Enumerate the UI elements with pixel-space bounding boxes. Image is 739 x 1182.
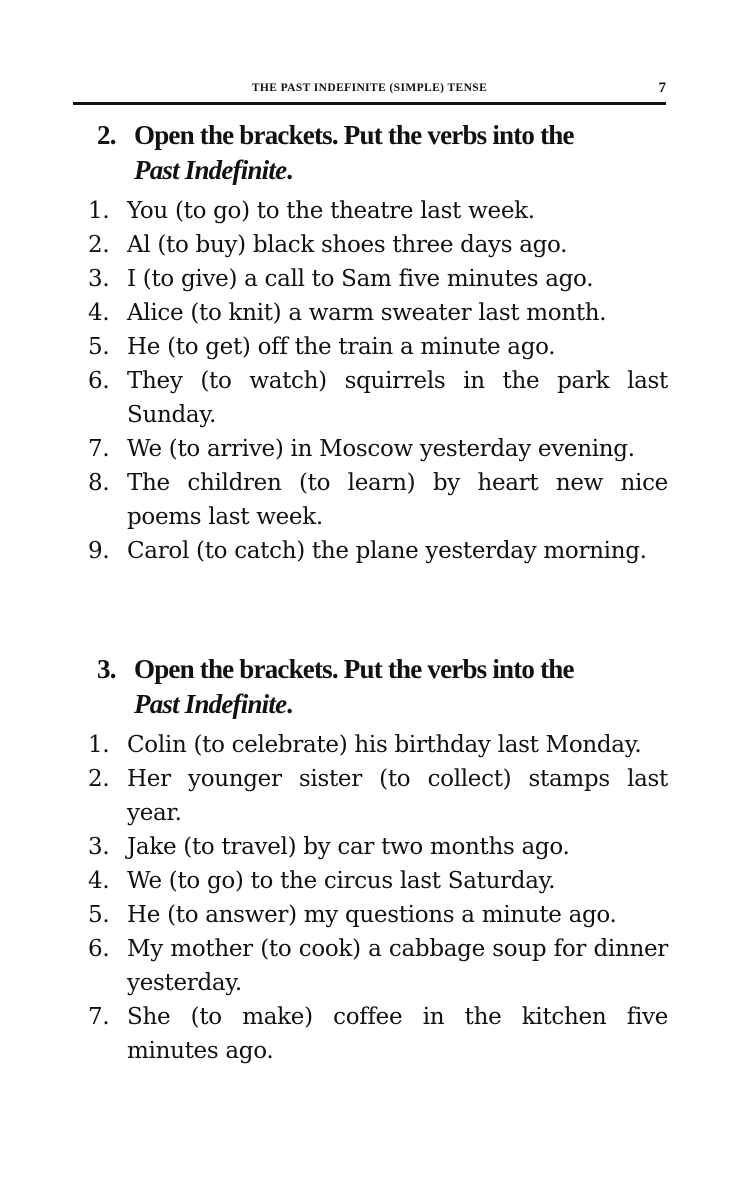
item-text: Carol (to catch) the plane yesterday morning.	[127, 538, 647, 564]
item-number: 8.	[88, 470, 110, 496]
exercise-item	[88, 864, 668, 898]
instruction-end: .	[286, 155, 293, 185]
item-number: 5.	[88, 902, 110, 928]
item-number: 3.	[88, 266, 110, 292]
exercise-item	[88, 364, 668, 432]
item-text: You (to go) to the theatre last week.	[127, 198, 535, 224]
exercise-item	[88, 432, 668, 466]
exercise-items	[88, 728, 668, 1068]
tense-name: Past Indefinite	[134, 155, 287, 185]
item-number: 1.	[88, 732, 110, 758]
item-number: 9.	[88, 538, 110, 564]
item-number: 6.	[88, 368, 110, 394]
exercise-item	[88, 262, 668, 296]
tense-name: Past Indefinite	[134, 689, 287, 719]
exercise-heading	[88, 652, 668, 722]
exercise-item	[88, 330, 668, 364]
running-title: THE PAST INDEFINITE (SIMPLE) TENSE	[251, 82, 488, 94]
exercise-instruction: Open the brackets. Put the verbs into the	[134, 654, 574, 684]
item-number: 2.	[88, 232, 110, 258]
item-number: 4.	[88, 868, 110, 894]
item-number: 2.	[88, 766, 110, 792]
exercise-3	[88, 652, 668, 1068]
exercise-item	[88, 932, 668, 1000]
item-text: I (to give) a call to Sam five minutes ago.	[127, 266, 594, 292]
exercise-item	[88, 728, 668, 762]
instruction-end: .	[286, 689, 293, 719]
item-text: They (to watch) squirrels in the park last Sunday.	[127, 368, 668, 428]
exercise-item	[88, 1000, 668, 1068]
item-number: 5.	[88, 334, 110, 360]
exercise-item	[88, 762, 668, 830]
exercise-2	[88, 118, 668, 568]
item-number: 7.	[88, 1004, 110, 1030]
running-head	[73, 80, 666, 105]
item-number: 3.	[88, 834, 110, 860]
exercise-item	[88, 228, 668, 262]
item-number: 6.	[88, 936, 110, 962]
item-text: Colin (to celebrate) his birthday last Monday.	[127, 732, 642, 758]
exercise-number: 2.	[97, 120, 116, 150]
item-text: He (to get) off the train a minute ago.	[127, 334, 556, 360]
item-text: Alice (to knit) a warm sweater last month.	[127, 300, 607, 326]
item-text: We (to go) to the circus last Saturday.	[127, 868, 556, 894]
exercise-heading	[88, 118, 668, 188]
item-text: Her younger sister (to collect) stamps last year.	[127, 766, 668, 826]
page-number: 7	[658, 80, 666, 96]
item-text: She (to make) coffee in the kitchen five minutes ago.	[127, 1004, 668, 1064]
item-text: Al (to buy) black shoes three days ago.	[127, 232, 568, 258]
exercise-item	[88, 466, 668, 534]
exercise-item	[88, 898, 668, 932]
item-text: The children (to learn) by heart new nice poems last week.	[127, 470, 668, 530]
item-text: He (to answer) my questions a minute ago.	[127, 902, 617, 928]
item-text: We (to arrive) in Moscow yesterday evening.	[127, 436, 635, 462]
item-number: 4.	[88, 300, 110, 326]
exercise-item	[88, 534, 668, 568]
exercise-items	[88, 194, 668, 568]
item-number: 7.	[88, 436, 110, 462]
exercise-item	[88, 830, 668, 864]
exercise-number: 3.	[97, 654, 116, 684]
item-text: Jake (to travel) by car two months ago.	[127, 834, 570, 860]
item-number: 1.	[88, 198, 110, 224]
exercise-instruction: Open the brackets. Put the verbs into the	[134, 120, 574, 150]
exercise-item	[88, 296, 668, 330]
exercise-item	[88, 194, 668, 228]
item-text: My mother (to cook) a cabbage soup for dinner yesterday.	[127, 936, 668, 996]
